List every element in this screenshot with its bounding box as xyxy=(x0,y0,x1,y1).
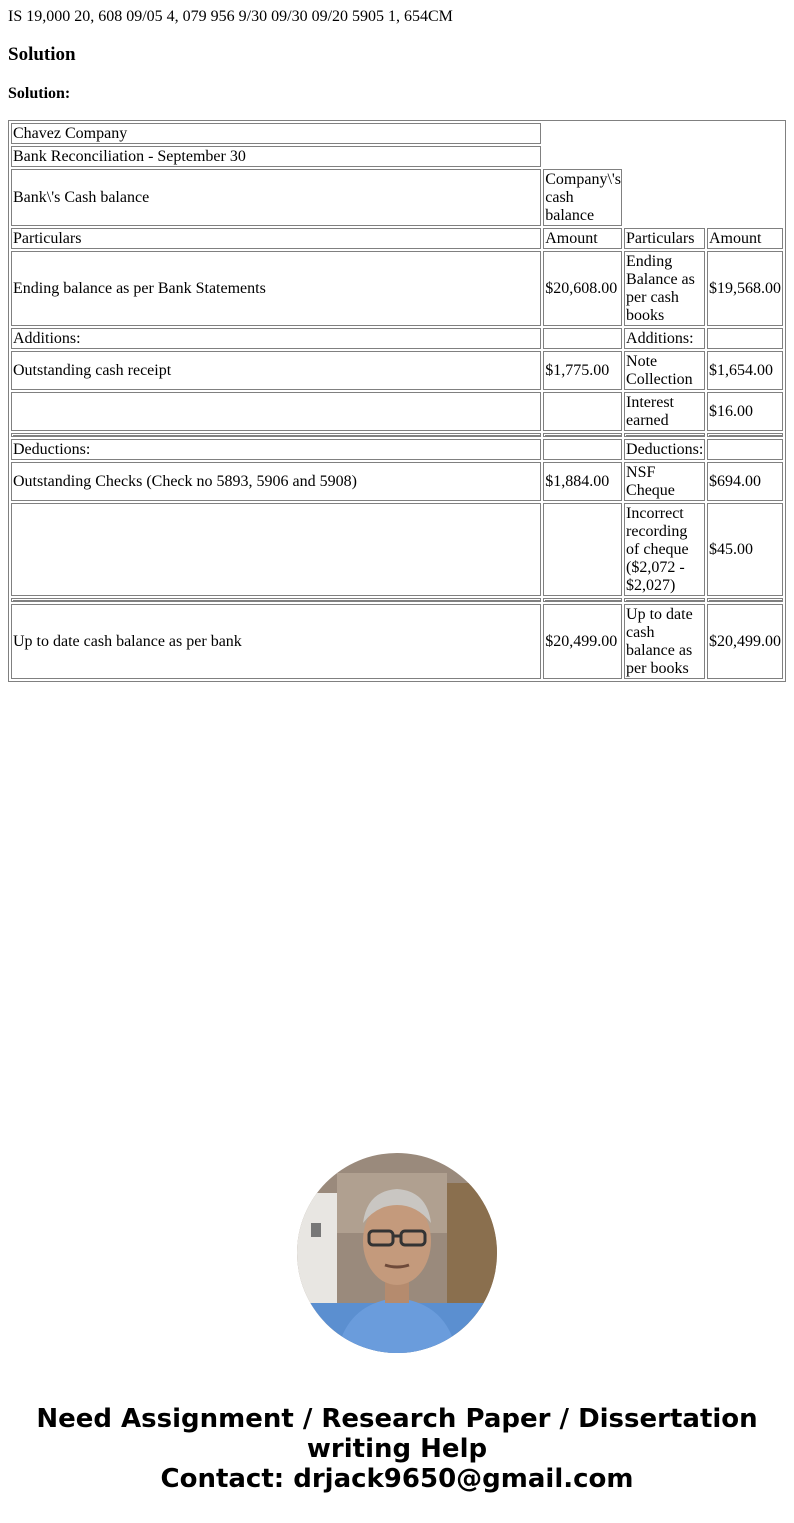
table-row xyxy=(11,351,783,390)
separator-cell xyxy=(543,433,622,437)
bank-deduction-amount: $1,884.00 xyxy=(543,462,622,501)
empty-cell xyxy=(624,169,783,226)
separator-row xyxy=(11,433,783,437)
empty-cell xyxy=(707,439,783,460)
empty-cell xyxy=(543,328,622,349)
bank-final-label: Up to date cash balance as per bank xyxy=(11,604,541,679)
table-row xyxy=(11,439,783,460)
solution-heading: Solution xyxy=(8,44,76,65)
separator-cell xyxy=(707,433,783,437)
book-final-label: Up to date cash balance as per books xyxy=(624,604,705,679)
book-addition-amount: $16.00 xyxy=(707,392,783,431)
separator-cell xyxy=(543,598,622,602)
table-row xyxy=(11,251,783,326)
separator-row xyxy=(11,598,783,602)
page xyxy=(0,0,794,690)
separator-cell xyxy=(11,598,541,602)
empty-cell xyxy=(543,503,622,596)
company-name-cell: Chavez Company xyxy=(11,123,541,144)
book-deductions-label: Deductions: xyxy=(626,441,704,458)
column-header-particulars: Particulars xyxy=(624,228,705,249)
separator-cell xyxy=(707,598,783,602)
bank-ending-label: Ending balance as per Bank Statements xyxy=(11,251,541,326)
empty-cell xyxy=(11,392,541,431)
book-addition-amount: $1,654.00 xyxy=(707,351,783,390)
bank-ending-amount: $20,608.00 xyxy=(543,251,622,326)
book-deduction-label: Incorrect recording of cheque ($2,072 - $2,027) xyxy=(624,503,705,596)
empty-cell xyxy=(543,123,783,144)
empty-cell xyxy=(543,146,783,167)
separator-cell xyxy=(11,433,541,437)
bank-final-amount: $20,499.00 xyxy=(543,604,622,679)
book-side-heading: Company\'s cash balance xyxy=(545,171,622,224)
book-deduction-amount: $694.00 xyxy=(707,462,783,501)
empty-cell xyxy=(11,503,541,596)
promo-line: Need Assignment / Research Paper / Dissertation xyxy=(36,1404,758,1434)
solution-subheading: Solution: xyxy=(8,85,71,102)
promo-banner xyxy=(0,1404,794,1494)
profile-photo xyxy=(297,1153,497,1353)
bank-addition-label: Outstanding cash receipt xyxy=(11,351,541,390)
table-row xyxy=(11,462,783,501)
table-row xyxy=(11,123,783,144)
bank-deduction-label: Outstanding Checks (Check no 5893, 5906 and 5908) xyxy=(11,462,541,501)
bank-side-heading: Bank\'s Cash balance xyxy=(11,169,541,226)
table-row xyxy=(11,392,783,431)
profile-photo-illustration xyxy=(297,1153,497,1353)
book-deduction-amount: $45.00 xyxy=(707,503,783,596)
bank-additions-label: Additions: xyxy=(11,328,541,349)
empty-cell xyxy=(543,392,622,431)
book-ending-amount: $19,568.00 xyxy=(707,251,783,326)
promo-line: writing Help xyxy=(306,1434,488,1464)
table-row xyxy=(11,169,783,226)
question-line: IS 19,000 20, 608 09/05 4, 079 956 9/30 09/30 09/20 5905 1, 654CM xyxy=(8,8,453,25)
book-addition-label: Interest earned xyxy=(624,392,705,431)
column-header-amount: Amount xyxy=(543,228,622,249)
bank-addition-amount: $1,775.00 xyxy=(543,351,622,390)
bank-reconciliation-table xyxy=(8,120,786,682)
reconciliation-title-cell: Bank Reconciliation - September 30 xyxy=(11,146,541,167)
book-deduction-label: NSF Cheque xyxy=(624,462,705,501)
empty-cell xyxy=(543,439,622,460)
table-row xyxy=(11,228,783,249)
table-row xyxy=(11,604,783,679)
book-additions-label: Additions: xyxy=(624,328,705,349)
separator-cell xyxy=(624,598,705,602)
book-ending-label: Ending Balance as per cash books xyxy=(624,251,705,326)
bank-deductions-label: Deductions: xyxy=(11,439,541,460)
book-final-amount: $20,499.00 xyxy=(707,604,783,679)
empty-cell xyxy=(707,328,783,349)
column-header-amount: Amount xyxy=(707,228,783,249)
column-header-particulars: Particulars xyxy=(11,228,541,249)
table-row xyxy=(11,146,783,167)
table-row xyxy=(11,328,783,349)
promo-contact: Contact: drjack9650@gmail.com xyxy=(160,1464,634,1494)
separator-cell xyxy=(624,433,705,437)
table-row xyxy=(11,503,783,596)
book-addition-label: Note Collection xyxy=(624,351,705,390)
